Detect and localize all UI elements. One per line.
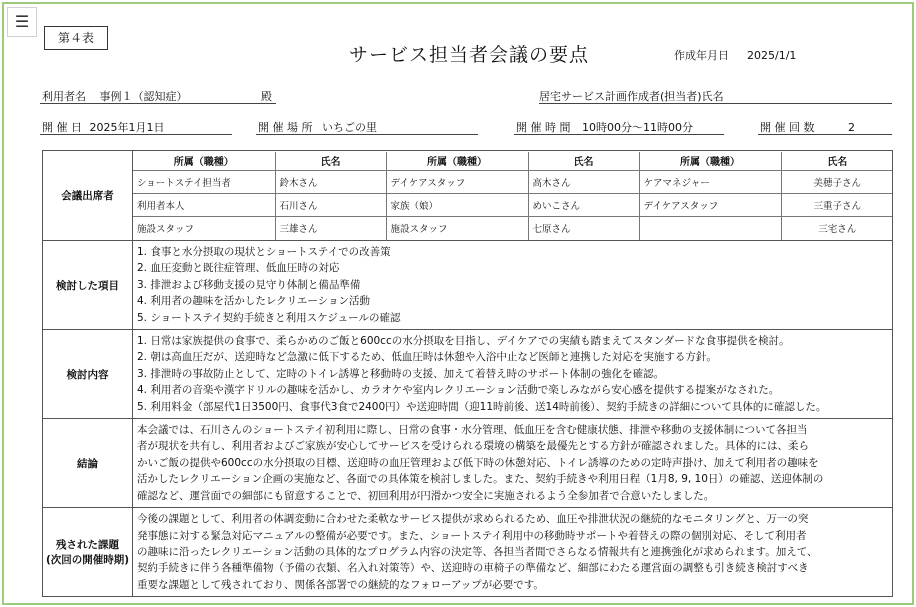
meeting-count-field (760, 119, 855, 135)
col-name-header: 氏名 (275, 152, 386, 171)
col-role-header: 所属（職種） (133, 152, 275, 171)
conclusion-row (43, 419, 893, 508)
planner-label: 居宅サービス計画作成者(担当者)氏名 (539, 90, 724, 103)
conclusion-label: 結論 (43, 419, 133, 508)
user-name-label: 利用者名 (42, 90, 86, 103)
attendee-row (133, 217, 893, 240)
meeting-date-field (42, 119, 165, 135)
text-line: 活かしたレクリエーション企画の実施など、各面での具体策を検討しました。また、契約手続きや利用日程（1月8, 9, 10日）の確認、送迎体制の (137, 473, 824, 486)
attendee-row (133, 171, 893, 194)
underline (758, 134, 892, 135)
col-name-header: 氏名 (781, 152, 893, 171)
attendee-name: めいこさん (528, 194, 639, 217)
attendee-name: 三雄さん (275, 217, 386, 240)
remaining-row (43, 508, 893, 597)
attendee-role: 利用者本人 (133, 194, 275, 217)
attendees-row (43, 151, 893, 241)
remaining-label (43, 508, 133, 597)
attendee-role: デイケアスタッフ (639, 194, 781, 217)
meeting-count-label: 開 催 回 数 (760, 121, 815, 134)
col-role-header: 所属（職種） (639, 152, 781, 171)
text-line: 今後の課題として、利用者の体調変動に合わせた柔軟なサービス提供が求められるため、血圧や排泄状況の継続的なモニタリングと、万一の突 (137, 513, 809, 526)
items-cell (133, 241, 893, 330)
list-item: 2. 朝は高血圧だが、送迎時など急激に低下するため、低血圧時は休憩や入浴中止など医師と連携した対応を実施する方針。 (137, 351, 717, 364)
list-item: 4. 利用者の趣味を活かしたレクリエーション活動 (137, 295, 371, 308)
attendees-cell (133, 151, 893, 241)
meeting-place-value: いちごの里 (322, 121, 377, 134)
conclusion-text (133, 419, 892, 507)
attendee-name: 石川さん (275, 194, 386, 217)
items-list (133, 241, 892, 329)
attendee-role: ショートステイ担当者 (133, 171, 275, 194)
text-line: 本会議では、石川さんのショートステイ初利用に際し、日常の食事・水分管理、低血圧を含む健康状態、排泄や移動の支援体制について各担当 (137, 424, 808, 437)
underline (40, 103, 276, 104)
underline (539, 103, 892, 104)
attendee-name: 三宅さん (781, 217, 893, 240)
user-name-field (42, 88, 272, 104)
remaining-cell (133, 508, 893, 597)
items-row (43, 241, 893, 330)
list-item: 5. 利用料金（部屋代1日3500円、食事代3食で2400円）や送迎時間（迎11時前後、送14時前後）、契約手続きの詳細について具体的に確認した。 (137, 400, 827, 413)
meeting-time-value: 10時00分～11時00分 (582, 121, 693, 134)
text-line: 重要な課題として残されており、関係各部署での継続的なフォローアップが必要です。 (137, 578, 544, 591)
remaining-label-main: 残された課題 (56, 539, 119, 552)
created-date-label: 作成年月日 (674, 49, 729, 62)
attendees-header-row (133, 152, 893, 171)
meeting-time-field (516, 119, 693, 135)
meeting-summary-table (42, 150, 893, 597)
underline (256, 134, 478, 135)
list-item: 1. 食事と水分摂取の現状とショートステイでの改善策 (137, 246, 391, 258)
content-row (43, 330, 893, 419)
attendee-role: デイケアスタッフ (386, 171, 528, 194)
attendee-name: 七原さん (528, 217, 639, 240)
col-role-header: 所属（職種） (386, 152, 528, 171)
user-name-suffix: 殿 (261, 90, 272, 103)
meeting-count-value: 2 (848, 121, 855, 134)
document-frame (2, 2, 914, 605)
meeting-date-value: 2025年1月1日 (89, 121, 165, 134)
remaining-label-sub: (次回の開催時期) (45, 554, 130, 567)
remaining-text (133, 508, 892, 596)
col-name-header: 氏名 (528, 152, 639, 171)
text-line: 発事態に対する緊急対応マニュアルの整備が必要です。また、ショートステイ利用中の移動時サポートや着替えの際の個別対応、そして利用者 (137, 529, 807, 542)
underline (514, 134, 724, 135)
attendee-role (639, 217, 781, 240)
underline (40, 134, 232, 135)
conclusion-cell (133, 419, 893, 508)
attendee-name: 高木さん (528, 171, 639, 194)
list-item: 3. 排泄時の事故防止として、定時のトイレ誘導と移動時の支援、加えて着替え時のサポート体制の強化を確認。 (137, 367, 665, 380)
planner-field (539, 88, 724, 104)
content-list (133, 330, 892, 418)
content-cell (133, 330, 893, 419)
attendees-table (133, 152, 893, 240)
menu-icon[interactable]: ☰ (7, 7, 37, 37)
meeting-place-field (258, 119, 377, 135)
meeting-date-label: 開 催 日 (42, 121, 82, 134)
text-line: の趣味に沿ったレクリエーション活動の具体的なプログラム内容の決定等、各担当者間でさらなる情報共有と連携強化が求められます。加えて、 (137, 545, 818, 558)
attendee-role: 家族（娘） (386, 194, 528, 217)
list-item: 4. 利用者の音楽や漢字ドリルの趣味を活かし、カラオケや室内レクリエーション活動で楽しみながら安心感を提供する提案がなされた。 (137, 384, 780, 397)
attendee-name: 鈴木さん (275, 171, 386, 194)
attendee-row (133, 194, 893, 217)
attendee-role: 施設スタッフ (386, 217, 528, 240)
attendee-role: 施設スタッフ (133, 217, 275, 240)
text-line: かいご飯の提供や600ccの水分摂取の目標、送迎時の血圧管理および低下時の休憩対応、トイレ誘導のための定時声掛け、加えて利用者の趣味を (137, 456, 819, 469)
text-line: 契約手続きに伴う各種準備物（予備の衣類、名入れ対策等）や、送迎時の車椅子の準備など、細部にわたる運営面の調整も引き続き検討すべき (137, 562, 809, 575)
created-date-value: 2025/1/1 (747, 49, 797, 62)
page-title: サービス担当者会議の要点 (348, 44, 589, 66)
list-item: 3. 排泄および移動支援の見守り体制と備品準備 (137, 278, 361, 291)
list-item: 1. 日常は家族提供の食事で、柔らかめのご飯と600ccの水分摂取を目指し、デイケアでの実績も踏まえてスタンダードな食事提供を検討。 (137, 335, 790, 348)
items-label: 検討した項目 (43, 241, 133, 330)
content-label: 検討内容 (43, 330, 133, 419)
attendee-name: 美穂子さん (781, 171, 893, 194)
attendee-name: 三重子さん (781, 194, 893, 217)
created-date (674, 47, 796, 63)
text-line: 者が現状を共有し、利用者およびご家族が安心してサービスを受けられる環境の構築を最優先とする方針が確認されました。具体的には、柔ら (137, 440, 809, 453)
form-number: 第４表 (44, 26, 108, 50)
text-line: 確認など、運営面での細部にも留意することで、初回利用が円滑かつ安全に実施されるよう全参加者で合意いたしました。 (137, 489, 715, 502)
meeting-time-label: 開 催 時 間 (516, 121, 571, 134)
user-name-value: 事例１（認知症） (99, 90, 188, 103)
attendees-label: 会議出席者 (43, 151, 133, 241)
attendee-role: ケアマネジャー (639, 171, 781, 194)
list-item: 2. 血圧変動と既往症管理、低血圧時の対応 (137, 262, 340, 275)
meeting-place-label: 開 催 場 所 (258, 121, 313, 134)
list-item: 5. ショートステイ契約手続きと利用スケジュールの確認 (137, 311, 401, 324)
